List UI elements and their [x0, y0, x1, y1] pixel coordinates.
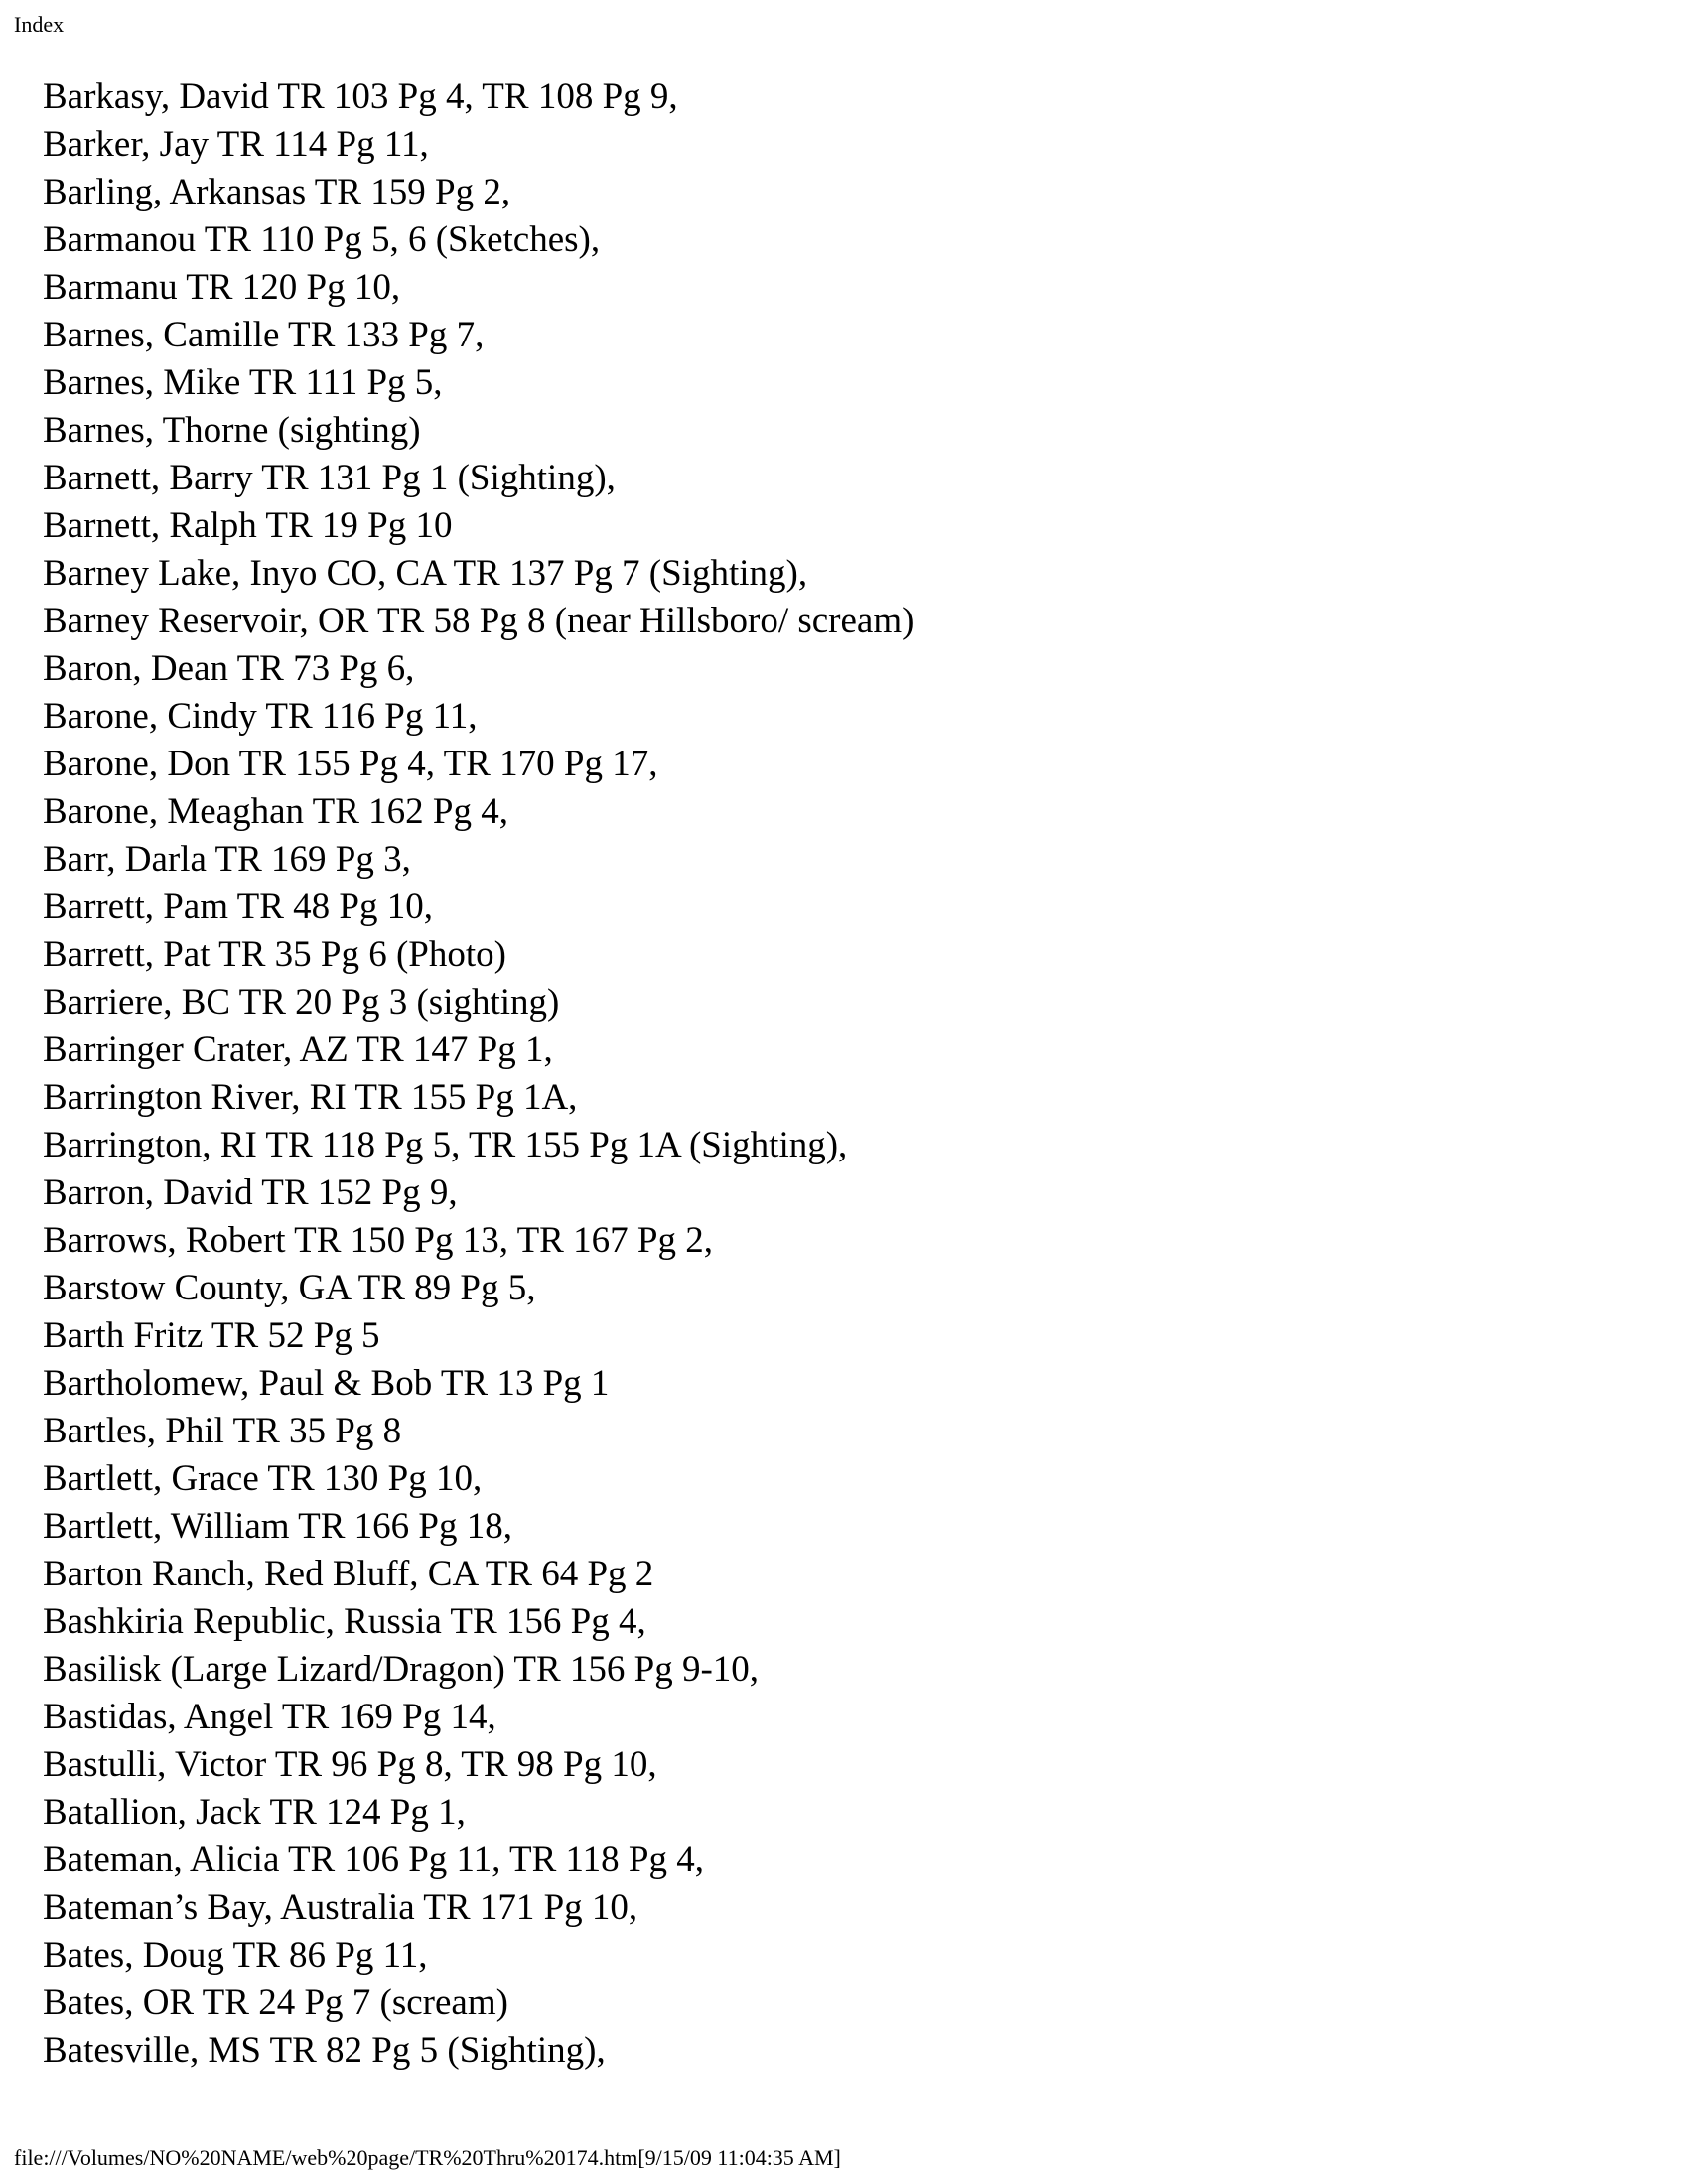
- index-entry: Barr, Darla TR 169 Pg 3,: [43, 839, 411, 880]
- index-entry: Barney Reservoir, OR TR 58 Pg 8 (near Hillsboro/ scream): [43, 601, 914, 641]
- index-entry: Bates, Doug TR 86 Pg 11,: [43, 1935, 428, 1976]
- index-entry: Barone, Meaghan TR 162 Pg 4,: [43, 791, 508, 832]
- index-entry: Barton Ranch, Red Bluff, CA TR 64 Pg 2: [43, 1554, 654, 1594]
- index-entry: Barney Lake, Inyo CO, CA TR 137 Pg 7 (Sighting),: [43, 553, 808, 594]
- index-entry: Barnes, Mike TR 111 Pg 5,: [43, 362, 443, 403]
- index-entry: Barringer Crater, AZ TR 147 Pg 1,: [43, 1029, 553, 1070]
- index-entry: Barone, Don TR 155 Pg 4, TR 170 Pg 17,: [43, 744, 658, 784]
- index-entry: Bartlett, William TR 166 Pg 18,: [43, 1506, 512, 1547]
- index-entry: Bartlett, Grace TR 130 Pg 10,: [43, 1458, 483, 1499]
- index-entry: Bastidas, Angel TR 169 Pg 14,: [43, 1697, 496, 1737]
- index-entry: Barstow County, GA TR 89 Pg 5,: [43, 1268, 536, 1308]
- index-entry: Batesville, MS TR 82 Pg 5 (Sighting),: [43, 2030, 606, 2071]
- index-entry: Bateman’s Bay, Australia TR 171 Pg 10,: [43, 1887, 638, 1928]
- index-entry: Barnett, Ralph TR 19 Pg 10: [43, 505, 453, 546]
- index-entry: Barling, Arkansas TR 159 Pg 2,: [43, 172, 511, 212]
- index-entry: Barron, David TR 152 Pg 9,: [43, 1172, 458, 1213]
- index-entry: Barrett, Pam TR 48 Pg 10,: [43, 887, 433, 927]
- index-entry: Batallion, Jack TR 124 Pg 1,: [43, 1792, 466, 1833]
- index-entry: Baron, Dean TR 73 Pg 6,: [43, 648, 415, 689]
- index-entry: Barnes, Camille TR 133 Pg 7,: [43, 315, 485, 355]
- index-entry: Bartholomew, Paul & Bob TR 13 Pg 1: [43, 1363, 610, 1404]
- index-entry: Bates, OR TR 24 Pg 7 (scream): [43, 1982, 508, 2023]
- index-entry: Barmanou TR 110 Pg 5, 6 (Sketches),: [43, 219, 601, 260]
- index-list: [43, 73, 914, 2075]
- index-entry: Barker, Jay TR 114 Pg 11,: [43, 124, 429, 165]
- page-footer-source: file:///Volumes/NO%20NAME/web%20page/TR%20Thru%20174.htm[9/15/09 11:04:35 AM]: [14, 2145, 841, 2170]
- index-entry: Barth Fritz TR 52 Pg 5: [43, 1315, 380, 1356]
- index-entry: Barrows, Robert TR 150 Pg 13, TR 167 Pg 2,: [43, 1220, 713, 1261]
- index-entry: Bartles, Phil TR 35 Pg 8: [43, 1411, 402, 1451]
- index-entry: Barrett, Pat TR 35 Pg 6 (Photo): [43, 934, 506, 975]
- index-entry: Barone, Cindy TR 116 Pg 11,: [43, 696, 478, 737]
- index-entry: Barnes, Thorne (sighting): [43, 410, 421, 451]
- index-entry: Barrington River, RI TR 155 Pg 1A,: [43, 1077, 578, 1118]
- index-entry: Basilisk (Large Lizard/Dragon) TR 156 Pg 9-10,: [43, 1649, 760, 1690]
- index-entry: Barnett, Barry TR 131 Pg 1 (Sighting),: [43, 458, 616, 498]
- index-entry: Barrington, RI TR 118 Pg 5, TR 155 Pg 1A (Sighting),: [43, 1125, 848, 1165]
- index-entry: Barmanu TR 120 Pg 10,: [43, 267, 401, 308]
- index-entry: Bastulli, Victor TR 96 Pg 8, TR 98 Pg 10,: [43, 1744, 657, 1785]
- index-entry: Barriere, BC TR 20 Pg 3 (sighting): [43, 982, 560, 1023]
- index-entry: Barkasy, David TR 103 Pg 4, TR 108 Pg 9,: [43, 76, 678, 117]
- index-entry: Bashkiria Republic, Russia TR 156 Pg 4,: [43, 1601, 646, 1642]
- page-header: Index: [14, 12, 65, 37]
- index-entry: Bateman, Alicia TR 106 Pg 11, TR 118 Pg 4,: [43, 1840, 704, 1880]
